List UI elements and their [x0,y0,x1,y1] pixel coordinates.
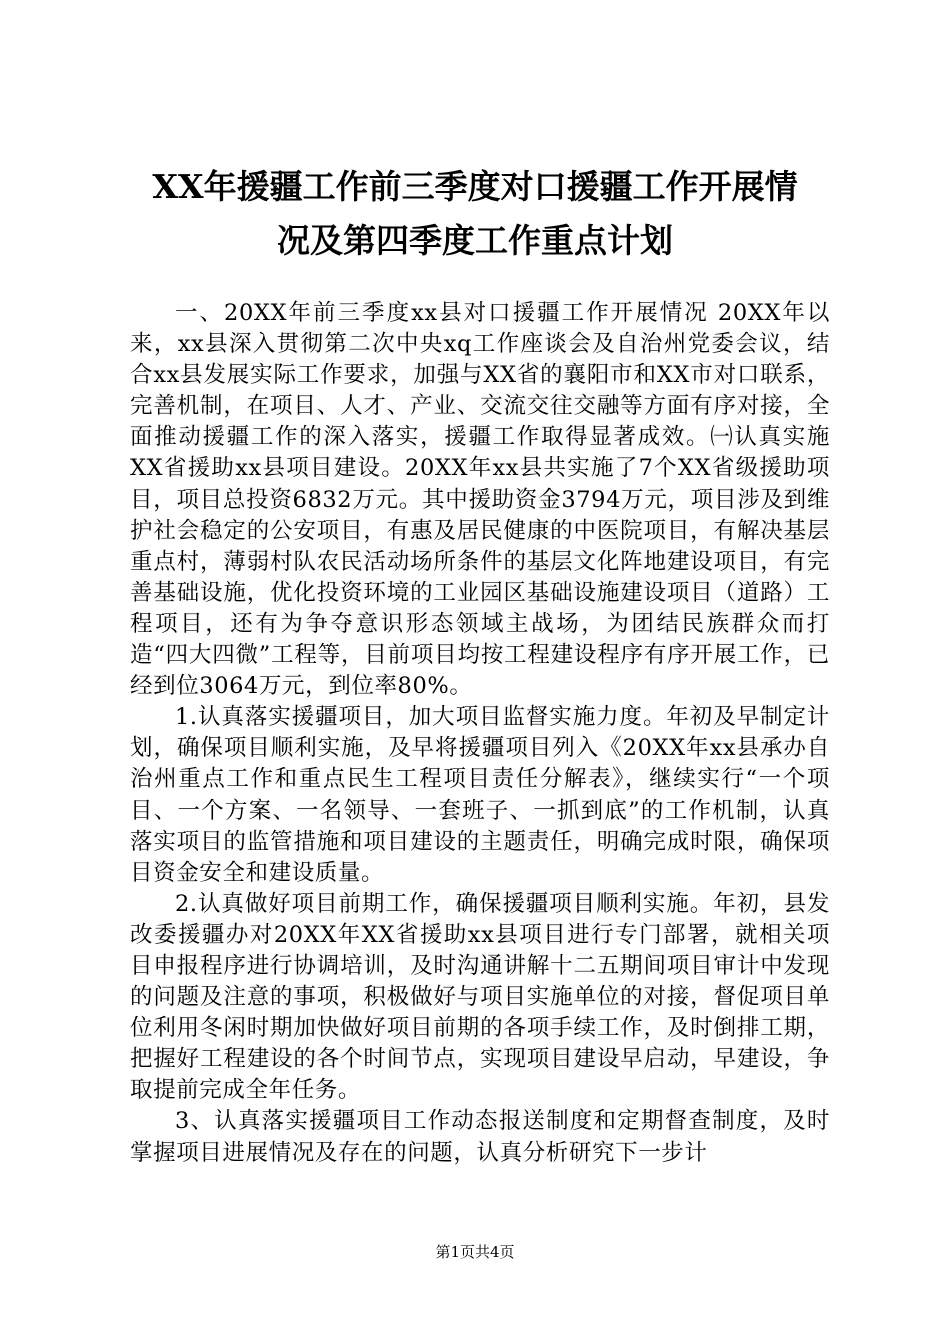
paragraph-3: 2.认真做好项目前期工作，确保援疆项目顺利实施。年初，县发改委援疆办对20XX年XX省援助xx县项目进行专门部署，就相关项目申报程序进行协调培训，及时沟通讲解十二五期间项目审计中发现的问题及注意的事项，积极做好与项目实施单位的对接，督促项目单位利用冬闲时期加快做好项目前期的各项手续工作，及时倒排工期，把握好工程建设的各个时间节点，实现项目建设早启动，早建设，争取提前完成全年任务。 [130,890,830,1104]
page-footer [0,1242,950,1262]
paragraph-2: 1.认真落实援疆项目，加大项目监督实施力度。年初及早制定计划，确保项目顺利实施，及早将援疆项目列入《20XX年xx县承办自治州重点工作和重点民生工程项目责任分解表》，继续实行“一个项目、一个方案、一名领导、一套班子、一抓到底”的工作机制，认真落实项目的监管措施和项目建设的主题责任，明确完成时限，确保项目资金安全和建设质量。 [130,704,830,886]
paragraph-1: 一、20XX年前三季度xx县对口援疆工作开展情况 20XX年以来，xx县深入贯彻第二次中央xq工作座谈会及自治州党委会议，结合xx县发展实际工作要求，加强与XX省的襄阳市和XX市对口联系，完善机制，在项目、人才、产业、交流交往交融等方面有序对接，全面推动援疆工作的深入落实，援疆工作取得显著成效。㈠认真实施XX省援助xx县项目建设。20XX年xx县共实施了7个XX省级援助项目，项目总投资6832万元。其中援助资金3794万元，项目涉及到维护社会稳定的公安项目，有惠及居民健康的中医院项目，有解决基层重点村，薄弱村队农民活动场所条件的基层文化阵地建设项目，有完善基础设施，优化投资环境的工业园区基础设施建设项目（道路）工程项目，还有为争夺意识形态领域主战场，为团结民族群众而打造“四大四微”工程等，目前项目均按工程建设程序有序开展工作，已经到位3064万元，到位率80%。 [130,300,830,700]
paragraph-4: 3、认真落实援疆项目工作动态报送制度和定期督查制度，及时掌握项目进展情况及存在的问题，认真分析研究下一步计 [130,1108,830,1166]
page-number-current: 第1页 [435,1243,475,1261]
document-title [110,160,840,268]
title-line-1: XX年援疆工作前三季度对口援疆工作开展情 [152,167,798,206]
title-line-2: 况及第四季度工作重点计划 [277,221,673,260]
page-number-total: 共4页 [475,1243,515,1261]
document-body [130,298,830,1169]
